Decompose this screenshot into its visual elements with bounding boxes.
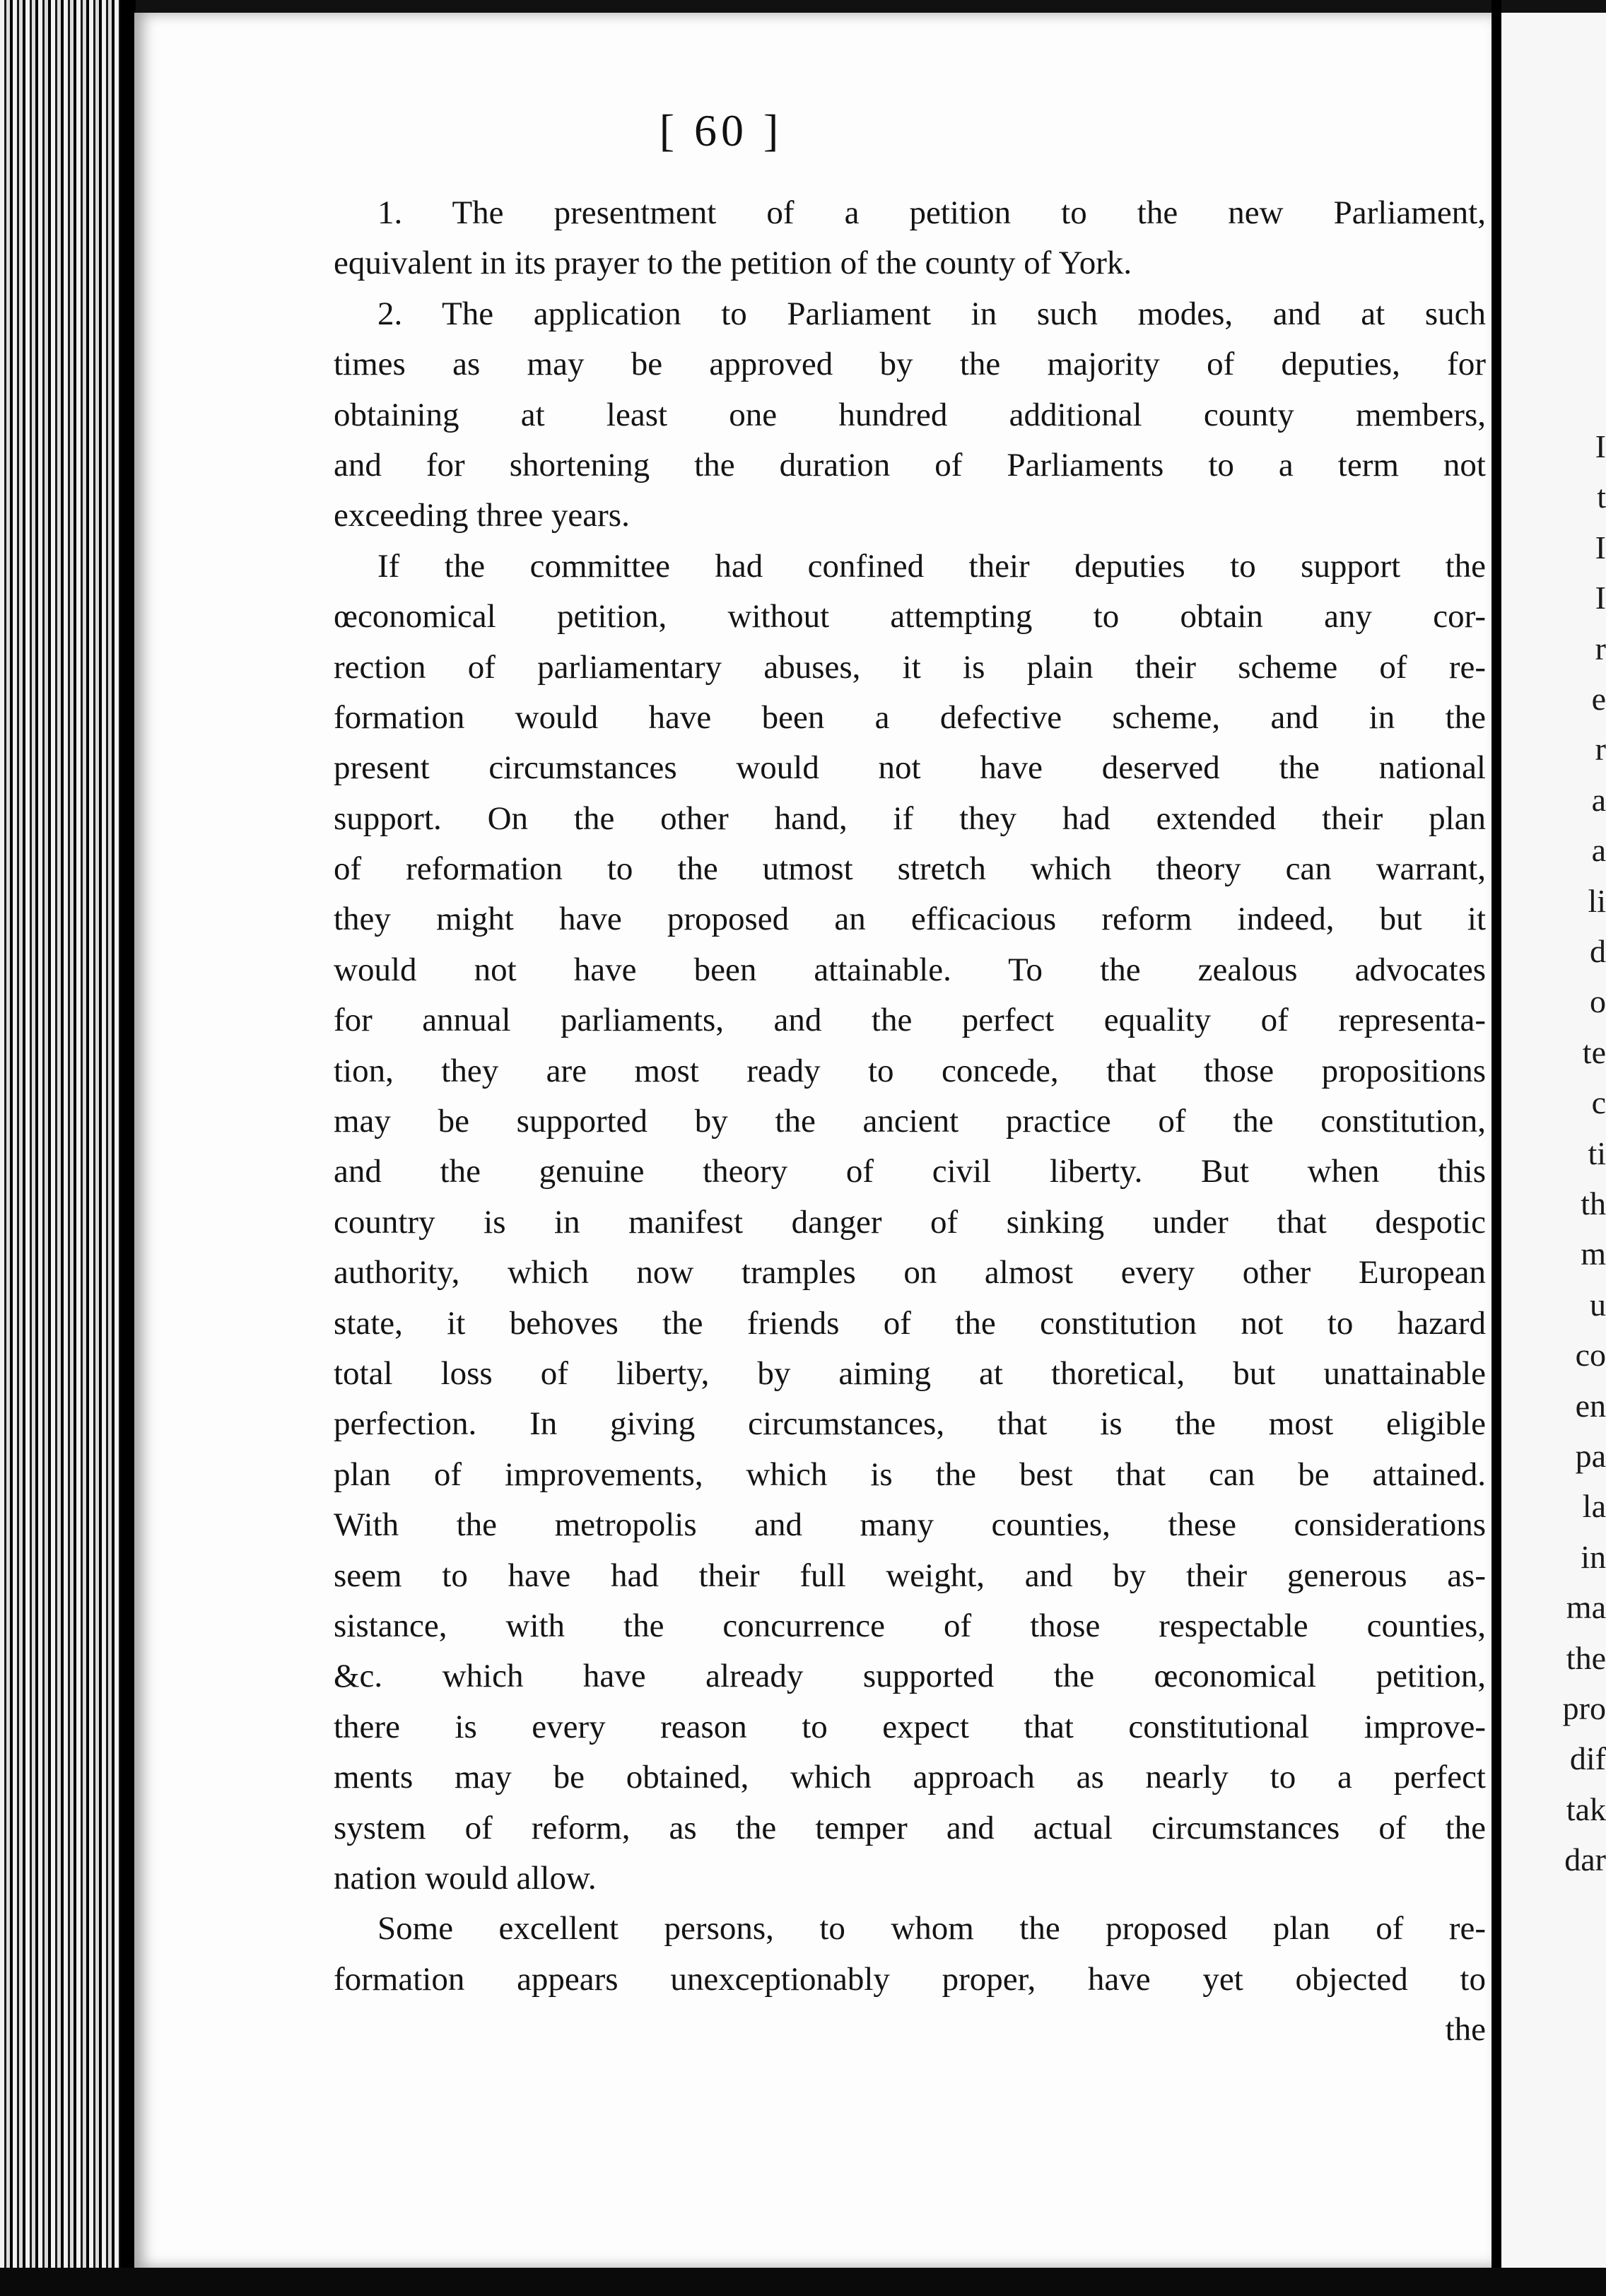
facing-page-fragment: a — [1591, 832, 1606, 869]
page-edges — [0, 0, 134, 2296]
text-line: may be supported by the ancient practice of the constitution, — [334, 1103, 1486, 1140]
text-line: the — [1445, 2011, 1486, 2049]
facing-page-fragment: th — [1581, 1185, 1606, 1222]
text-line: seem to have had their full weight, and by their generous as- — [334, 1557, 1486, 1594]
text-line: state, it behoves the friends of the constitution not to hazard — [334, 1304, 1486, 1342]
text-line: would not have been attainable. To the zealous advocates — [334, 951, 1486, 988]
text-line: With the metropolis and many counties, these considerations — [334, 1506, 1486, 1544]
facing-page-fragment: the — [1566, 1639, 1606, 1676]
text-line: perfection. In giving circumstances, that is the most eligible — [334, 1405, 1486, 1443]
text-line: support. On the other hand, if they had extended their plan — [334, 800, 1486, 837]
facing-page-fragment: li — [1588, 882, 1606, 919]
facing-page-fragment: ma — [1566, 1589, 1606, 1626]
facing-page-fragment: pro — [1562, 1690, 1606, 1726]
text-line: there is every reason to expect that constitutional improve- — [334, 1708, 1486, 1745]
facing-page-fragment: ti — [1588, 1135, 1606, 1171]
body-text — [334, 188, 1486, 2055]
facing-page-fragment: dar — [1564, 1841, 1606, 1878]
text-line: and the genuine theory of civil liberty. But when this — [334, 1153, 1486, 1190]
text-line: formation appears unexceptionably proper, have yet objected to — [334, 1960, 1486, 1998]
text-line: present circumstances would not have deserved the national — [334, 749, 1486, 787]
facing-page-fragment: m — [1581, 1236, 1606, 1272]
text-line: exceeding three years. — [334, 497, 630, 534]
page-number: [ 60 ] — [659, 105, 783, 156]
facing-page-fragment: t — [1597, 479, 1606, 515]
text-line: times as may be approved by the majority of deputies, for — [334, 346, 1486, 383]
text-line: authority, which now tramples on almost every other European — [334, 1254, 1486, 1292]
facing-page-fragment: dif — [1569, 1740, 1606, 1777]
text-line: equivalent in its prayer to the petition of the county of York. — [334, 245, 1132, 282]
facing-page-fragment: e — [1591, 681, 1606, 717]
verso-page — [134, 13, 1491, 2268]
facing-page-fragment: la — [1582, 1488, 1606, 1525]
text-line: &c. which have already supported the œconomical petition, — [334, 1658, 1486, 1695]
text-line: rection of parliamentary abuses, it is plain their scheme of re- — [334, 648, 1486, 686]
facing-page-fragment: c — [1591, 1084, 1606, 1121]
binding-shadow — [120, 0, 136, 2296]
text-line: of reformation to the utmost stretch which theory can warrant, — [334, 850, 1486, 888]
facing-page-fragment: a — [1591, 781, 1606, 818]
text-line: sistance, with the concurrence of those respectable counties, — [334, 1607, 1486, 1644]
text-line: country is in manifest danger of sinking under that despotic — [334, 1203, 1486, 1241]
facing-page-fragment: en — [1575, 1387, 1606, 1424]
text-line: nation would allow. — [334, 1859, 597, 1897]
facing-page-fragment: u — [1590, 1286, 1606, 1323]
text-line: If the committee had confined their deputies to support the — [377, 547, 1486, 585]
facing-page-fragment: in — [1581, 1538, 1606, 1575]
text-line: and for shortening the duration of Parliaments to a term not — [334, 446, 1486, 484]
text-line: tion, they are most ready to concede, that those propositions — [334, 1052, 1486, 1089]
facing-page-fragment: co — [1575, 1337, 1606, 1374]
text-line: 2. The application to Parliament in such modes, and at such — [377, 295, 1486, 332]
facing-page-fragment: I — [1595, 428, 1606, 464]
text-line: ments may be obtained, which approach as nearly to a perfect — [334, 1759, 1486, 1796]
facing-page-fragment: d — [1590, 933, 1606, 969]
facing-page-fragment: r — [1595, 630, 1606, 667]
text-line: formation would have been a defective scheme, and in the — [334, 698, 1486, 736]
page-separator — [1491, 0, 1501, 2296]
text-line: total loss of liberty, by aiming at thoretical, but unattainable — [334, 1354, 1486, 1392]
facing-page-fragment: I — [1595, 529, 1606, 566]
text-line: obtaining at least one hundred additional county members, — [334, 396, 1486, 433]
scan-bottom-border — [0, 2268, 1606, 2296]
text-line: œconomical petition, without attempting to obtain any cor- — [334, 598, 1486, 636]
text-line: 1. The presentment of a petition to the new Parliament, — [377, 194, 1486, 231]
facing-page-fragment: tak — [1566, 1791, 1606, 1827]
text-line: for annual parliaments, and the perfect equality of representa- — [334, 1002, 1486, 1039]
text-line: plan of improvements, which is the best that can be attained. — [334, 1456, 1486, 1493]
text-line: Some excellent persons, to whom the proposed plan of re- — [377, 1910, 1486, 1948]
facing-page-edge — [1501, 13, 1606, 2268]
facing-page-fragment: r — [1595, 731, 1606, 768]
text-line: system of reform, as the temper and actual circumstances of the — [334, 1809, 1486, 1846]
facing-page-fragment: o — [1590, 983, 1606, 1020]
facing-page-fragment: te — [1582, 1033, 1606, 1070]
facing-page-fragment: I — [1595, 580, 1606, 616]
text-line: they might have proposed an efficacious reform indeed, but it — [334, 901, 1486, 938]
facing-page-fragment: pa — [1575, 1438, 1606, 1474]
